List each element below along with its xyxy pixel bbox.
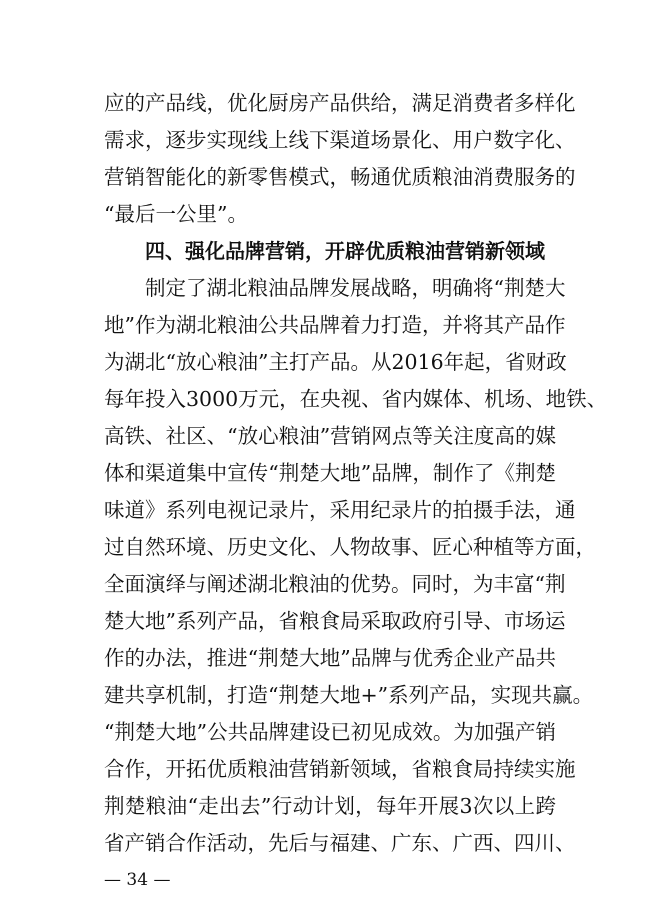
body-line-3: 营销智能化的新零售模式，畅通优质粮油消费服务的: [104, 165, 576, 189]
body-line-7: 为湖北“放心粮油”主打产品。从2016年起，省财政: [104, 350, 567, 374]
body-line-8: 每年投入3000万元，在央视、省内媒体、机场、地铁、: [104, 387, 608, 411]
body-line-15: 作的办法，推进“荆楚大地”品牌与优秀企业产品共: [104, 646, 556, 670]
body-line-11: 味道》系列电视记录片，采用纪录片的拍摄手法，通: [104, 498, 576, 522]
body-line-14: 楚大地”系列产品，省粮食局采取政府引导、市场运: [104, 609, 566, 633]
body-line-19: 荆楚粮油“走出去”行动计划，每年开展3次以上跨: [104, 794, 556, 818]
body-line-12: 过自然环境、历史文化、人物故事、匠心种植等方面，: [104, 535, 596, 559]
body-line-16: 建共享机制，打造“荆楚大地+”系列产品，实现共赢。: [104, 683, 594, 707]
body-line-2: 需求，逐步实现线上线下渠道场景化、用户数字化、: [104, 128, 576, 152]
body-line-20: 省产销合作活动，先后与福建、广东、广西、四川、: [104, 831, 576, 855]
body-line-1: 应的产品线，优化厨房产品供给，满足消费者多样化: [104, 91, 576, 115]
body-line-4: “最后一公里”。: [104, 202, 248, 226]
body-line-6: 地”作为湖北粮油公共品牌着力打造，并将其产品作: [104, 313, 566, 337]
section-heading: 四、强化品牌营销，开辟优质粮油营销新领域: [145, 239, 545, 263]
body-line-5: 制定了湖北粮油品牌发展战略，明确将“荆楚大: [145, 276, 566, 300]
body-line-10: 体和渠道集中宣传“荆楚大地”品牌，制作了《荆楚: [104, 461, 556, 485]
page-number: — 34 —: [104, 870, 171, 890]
body-line-17: “荆楚大地”公共品牌建设已初见成效。为加强产销: [104, 720, 556, 744]
body-line-13: 全面演绎与阐述湖北粮油的优势。同时，为丰富“荆: [104, 572, 566, 596]
body-line-9: 高铁、社区、“放心粮油”营销网点等关注度高的媒: [104, 424, 556, 448]
body-line-18: 合作，开拓优质粮油营销新领域，省粮食局持续实施: [104, 757, 576, 781]
